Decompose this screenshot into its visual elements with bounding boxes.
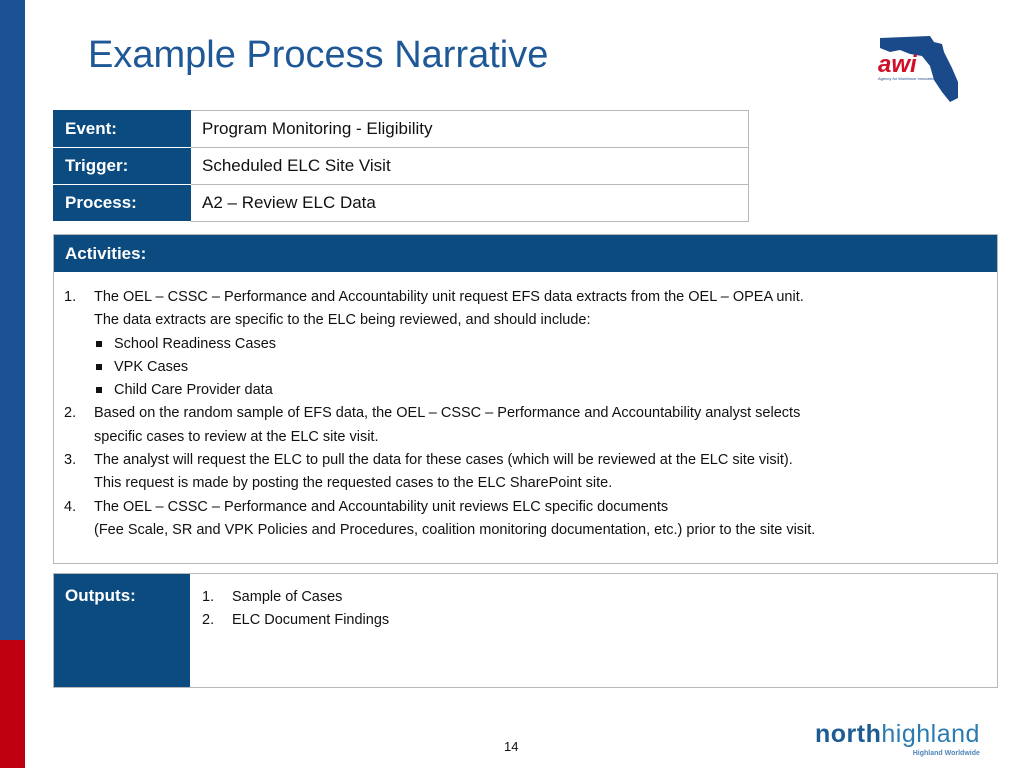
bullet-icon (96, 387, 102, 393)
northhighland-logo: northhighland Highland Worldwide (815, 720, 980, 757)
table-row (54, 185, 749, 222)
side-bar-blue (0, 0, 25, 640)
page-number: 14 (504, 739, 519, 754)
bullet-item: School Readiness Cases (64, 333, 997, 356)
trigger-value: Scheduled ELC Site Visit (191, 148, 749, 185)
list-item: 3. The analyst will request the ELC to pull the data for these cases (which will be reviewed at the ELC site visit). (64, 452, 793, 469)
process-value: A2 – Review ELC Data (191, 185, 749, 222)
list-item: 2. Based on the random sample of EFS data, the OEL – CSSC – Performance and Accountability analyst selects (64, 405, 801, 422)
awi-florida-logo (872, 30, 962, 105)
list-item: 2. ELC Document Findings (202, 612, 390, 629)
svg-text:awi: awi (878, 51, 917, 78)
list-item: 4. The OEL – CSSC – Performance and Accountability unit reviews ELC specific documents (64, 498, 669, 515)
activities-box: Activities: 1. The OEL – CSSC – Performance and Accountability unit request EFS data extracts from the OEL – OPEA unit. The data extracts are specific to the ELC being reviewed, and should include: School Readiness Cases VPK Cases Child Care Provider data 2. Based on the random sample of EFS data, the OEL – CSSC – Performance and Accountability analyst selects specific cases to review at the ELC site visit. 3. The analyst will request the ELC to pull the data for these cases (which will be reviewed at the ELC site visit). This request is made by posting the requested cases to the ELC SharePoint site. 4. The OEL – CSSC – Performance and Accountability unit reviews ELC specific documents (Fee Scale, SR and VPK Policies and Procedures, coalition monitoring documentation, etc.) prior to the site visit. (53, 234, 998, 564)
bullet-icon (96, 364, 102, 370)
outputs-label: Outputs: (54, 574, 190, 687)
activities-header: Activities: (54, 235, 997, 272)
list-item: 1. The OEL – CSSC – Performance and Accountability unit request EFS data extracts from the OEL – OPEA unit. (64, 289, 804, 305)
bullet-item: VPK Cases (64, 356, 997, 379)
process-label: Process: (54, 185, 191, 222)
list-item: 1. Sample of Cases (202, 589, 343, 605)
bullet-icon (96, 341, 102, 347)
table-row (54, 148, 749, 185)
process-info-table (53, 110, 749, 222)
table-row (54, 111, 749, 148)
bullet-item: Child Care Provider data (64, 379, 997, 402)
page-title: Example Process Narrative (88, 34, 549, 76)
side-bar-red (0, 640, 25, 768)
event-label: Event: (54, 111, 191, 148)
svg-text:Agency for Workforce Innovatio: Agency for Workforce Innovation (878, 76, 936, 81)
event-value: Program Monitoring - Eligibility (191, 111, 749, 148)
trigger-label: Trigger: (54, 148, 191, 185)
outputs-box (53, 573, 998, 688)
